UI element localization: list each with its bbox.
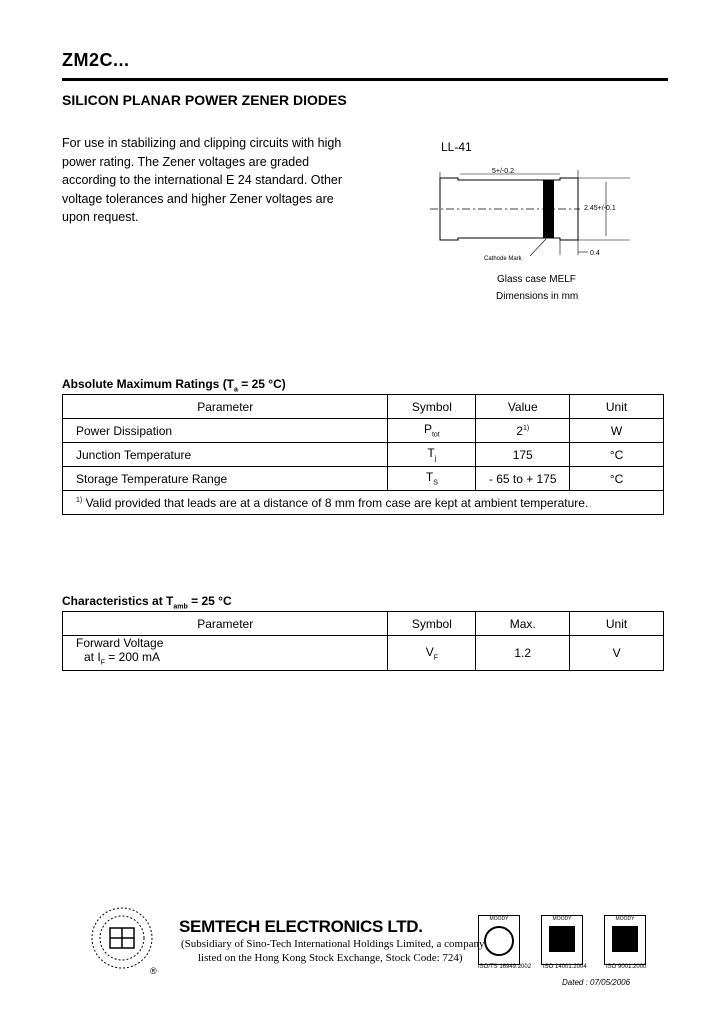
- characteristics-table: [62, 611, 664, 671]
- company-listing-line: listed on the Hong Kong Stock Exchange, Stock Code: 724): [198, 952, 463, 964]
- package-name: LL-41: [441, 140, 472, 154]
- abs-max-table: [62, 394, 664, 515]
- company-name: SEMTECH ELECTRONICS LTD.: [179, 917, 423, 936]
- glass-case-label: Glass case MELF: [497, 274, 576, 285]
- col-header: Unit: [570, 395, 664, 419]
- intro-line: power rating. The Zener voltages are graded: [62, 154, 310, 169]
- cert-badge-2: MOODY: [541, 915, 583, 965]
- characteristics-title: Characteristics at $T_{amb} = 25$ °C: [62, 594, 232, 611]
- cert-badge-3: MOODY: [604, 915, 646, 965]
- abs-max-title: Absolute Maximum Ratings ($T_a = 25$ °C): [62, 377, 286, 394]
- part-title: ZM2C...: [62, 50, 130, 70]
- table-row: Junction Temperature $T_j$ 175 °C: [63, 443, 664, 467]
- dim-lead: 0.4: [590, 250, 600, 257]
- intro-paragraph: [62, 134, 362, 227]
- table-row: Storage Temperature Range $T_S$ - 65 to + 175 °C: [63, 467, 664, 491]
- cert-label-1: ISO/TS 16949:2002: [478, 964, 532, 970]
- intro-line: For use in stabilizing and clipping circuits with high: [62, 136, 342, 150]
- dimensions-label: Dimensions in mm: [496, 291, 579, 302]
- table-header-row: [63, 395, 664, 419]
- dim-diameter: 2.45+/-0.1: [584, 205, 616, 212]
- diode-body: [440, 178, 578, 240]
- table-header-row: Parameter Symbol Max. Unit: [63, 612, 664, 636]
- table-row: Power Dissipation $P_{tot}$ 2$^{1)}$ W: [63, 419, 664, 443]
- dim-length: 5+/-0.2: [492, 168, 514, 175]
- cathode-mark-label: Cathode Mark: [484, 256, 522, 262]
- col-header: Parameter: [63, 395, 388, 419]
- cert-badge-1: MOODY: [478, 915, 520, 965]
- table-row: Forward Voltage at $I_F = 200$ mA $V_F$ 1.2 V: [63, 636, 664, 671]
- intro-line: according to the international E 24 standard. Other: [62, 173, 343, 187]
- col-header: Symbol: [388, 395, 476, 419]
- col-header: Value: [476, 395, 570, 419]
- title-rule: [62, 78, 668, 81]
- intro-line: voltage tolerances and higher Zener voltages are: [62, 191, 334, 206]
- intro-line: upon request.: [62, 210, 139, 224]
- cert-label-3: ISO 9001:2000: [606, 964, 647, 970]
- subtitle: SILICON PLANAR POWER ZENER DIODES: [62, 92, 347, 108]
- semtech-logo: [90, 906, 160, 976]
- registered-mark: ®: [150, 966, 157, 976]
- package-drawing: [430, 160, 640, 270]
- company-subsidiary-line: (Subsidiary of Sino-Tech International Holdings Limited, a company: [181, 938, 485, 950]
- cert-label-2: ISO 14001:2004: [543, 964, 587, 970]
- table-note-row: $^{1)}$ Valid provided that leads are at a distance of 8 mm from case are kept at ambient temperature.: [63, 491, 664, 515]
- dated-label: Dated : 07/05/2006: [562, 978, 631, 987]
